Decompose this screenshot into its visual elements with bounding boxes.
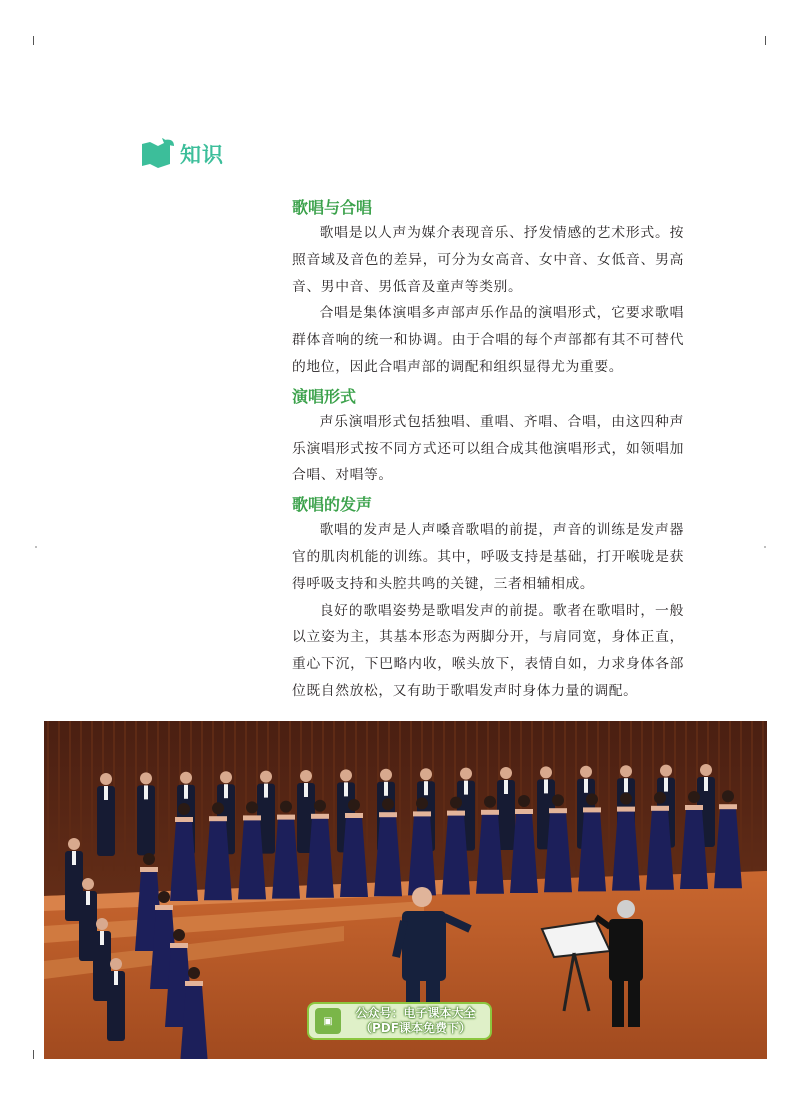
watermark-banner bbox=[307, 1002, 492, 1040]
section-vocalization bbox=[292, 493, 684, 705]
paragraph: 歌唱的发声是人声嗓音歌唱的前提，声音的训练是发声器官的肌肉机能的训练。其中，呼吸支持是基础，打开喉咙是获得呼吸支持和头腔共鸣的关键，三者相辅相成。 bbox=[292, 522, 684, 592]
registration-dot bbox=[35, 546, 37, 548]
wechat-logo-icon: ▣ bbox=[315, 1008, 341, 1034]
article-body bbox=[292, 196, 684, 709]
watermark-line1: 公众号：电子课本大全 bbox=[355, 1006, 476, 1020]
crop-mark bbox=[33, 36, 34, 45]
section-singing-and-chorus bbox=[292, 196, 684, 381]
watermark-line2: （PDF课本免费下） bbox=[360, 1021, 471, 1035]
paragraph: 合唱是集体演唱多声部声乐作品的演唱形式，它要求歌唱群体音响的统一和协调。由于合唱的每个声部都有其不可替代的地位，因此合唱声部的调配和组织显得尤为重要。 bbox=[292, 305, 684, 375]
paragraph: 声乐演唱形式包括独唱、重唱、齐唱、合唱，由这四种声乐演唱形式按不同方式还可以组合成其他演唱形式，如领唱加合唱、对唱等。 bbox=[292, 413, 684, 484]
paragraph: 歌唱是以人声为媒介表现音乐、抒发情感的艺术形式。按照音域及音色的差异，可分为女高音、女中音、女低音、男高音、男中音、男低音及童声等类别。 bbox=[292, 225, 684, 295]
section-header bbox=[140, 136, 224, 172]
registration-dot bbox=[764, 546, 766, 548]
header-title: 知识 bbox=[180, 143, 224, 167]
section-performance-forms bbox=[292, 385, 684, 489]
paragraph: 良好的歌唱姿势是歌唱发声的前提。歌者在歌唱时，一般以立姿为主，其基本形态为两脚分开，与肩同宽，身体正直，重心下沉，下巴略内收，喉头放下，表情自如，力求身体各部位既自然放松，又有助于歌唱发声时身体力量的调配。 bbox=[292, 602, 684, 699]
crop-mark bbox=[33, 1050, 34, 1059]
section-title: 演唱形式 bbox=[292, 386, 357, 406]
crop-mark bbox=[765, 36, 766, 45]
book-icon bbox=[140, 136, 176, 172]
section-title: 歌唱与合唱 bbox=[292, 198, 373, 217]
watermark-text bbox=[341, 1006, 490, 1036]
section-title: 歌唱的发声 bbox=[292, 495, 373, 515]
